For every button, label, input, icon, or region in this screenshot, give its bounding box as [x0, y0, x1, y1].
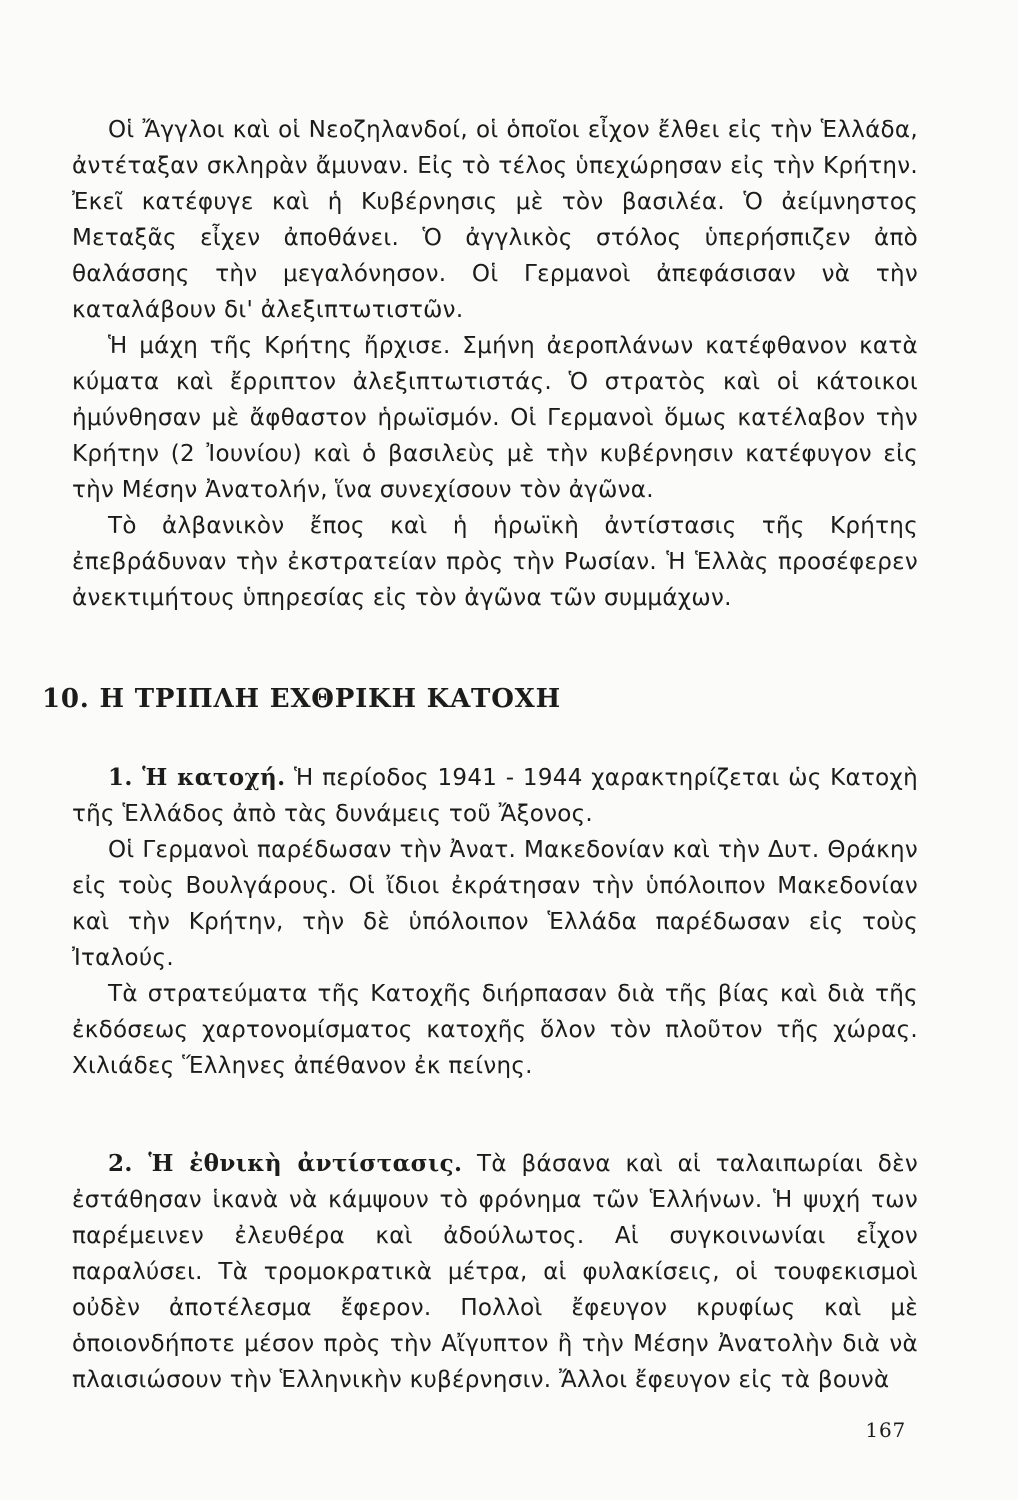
paragraph — [72, 1146, 918, 1398]
paragraph: Τὰ στρατεύματα τῆς Κατοχῆς διήρπασαν διὰ τῆς βίας καὶ διὰ τῆς ἐκδόσεως χαρτονομίσματος κατοχῆς ὅλον τὸν πλοῦτον τῆς χώρας. Χιλιάδες Ἕλληνες ἀπέθανον ἐκ πείνης. — [72, 981, 918, 1079]
page-number: 167 — [865, 1418, 906, 1442]
chapter-heading: 10. Η ΤΡΙΠΛΗ ΕΧΘΡΙΚΗ ΚΑΤΟΧΗ — [42, 684, 561, 714]
section-lead-text: Ἡ περίοδος 1941 - 1944 χαρακτηρίζεται ὡς Κατοχὴ τῆς Ἑλλάδος ἀπὸ τὰς δυνάμεις τοῦ Ἄξονος. — [72, 765, 918, 827]
section-lead-text: Τὰ βάσανα καὶ αἱ ταλαιπωρίαι δὲν ἐστάθησαν ἱκανὰ νὰ κάμψουν τὸ φρόνημα τῶν Ἑλλήνων. Ἡ ψυχή των παρέμεινεν ἐλευθέρα καὶ ἀδούλωτος. Αἱ συγκοινωνίαι εἶχον παραλύσει. Τὰ τρομοκρατικὰ μέτρα, αἱ φυλακίσεις, οἱ τουφεκισμοὶ οὐδὲν ἀποτέλεσμα ἔφερον. Πολλοὶ ἔφευγον κρυφίως καὶ μὲ ὁποιονδήποτε μέσον πρὸς τὴν Αἴγυπτον ἢ τὴν Μέσην Ἀνατολὴν διὰ νὰ πλαισιώσουν τὴν Ἑλληνικὴν κυβέρνησιν. Ἄλλοι ἔφευγον εἰς τὰ βουνὰ — [72, 1151, 918, 1393]
intro-text — [72, 112, 918, 616]
paragraph: Ἡ μάχη τῆς Κρήτης ἤρχισε. Σμήνη ἀεροπλάνων κατέφθανον κατὰ κύματα καὶ ἔρριπτον ἀλεξιπτωτιστάς. Ὁ στρατὸς καὶ οἱ κάτοικοι ἠμύνθησαν μὲ ἄφθαστον ἡρωϊσμόν. Οἱ Γερμανοὶ ὅμως κατέλαβον τὴν Κρήτην (2 Ἰουνίου) καὶ ὁ βασιλεὺς μὲ τὴν κυβέρνησιν κατέφυγον εἰς τὴν Μέσην Ἀνατολήν, ἵνα συνεχίσουν τὸν ἀγῶνα. — [72, 333, 918, 503]
section-subhead: 2. Ἡ ἐθνικὴ ἀντίστασις. — [108, 1150, 463, 1177]
section-subhead: 1. Ἡ κατοχή. — [108, 764, 286, 791]
paragraph — [72, 760, 918, 832]
paragraph: Οἱ Ἄγγλοι καὶ οἱ Νεοζηλανδοί, οἱ ὁποῖοι εἶχον ἔλθει εἰς τὴν Ἑλλάδα, ἀντέταξαν σκληρὰν ἄμυναν. Εἰς τὸ τέλος ὑπεχώρησαν εἰς τὴν Κρήτην. Ἐκεῖ κατέφυγε καὶ ἡ Κυβέρνησις μὲ τὸν βασιλέα. Ὁ ἀείμνηστος Μεταξᾶς εἶχεν ἀποθάνει. Ὁ ἀγγλικὸς στόλος ὑπερήσπιζεν ἀπὸ θαλάσσης τὴν μεγαλόνησον. Οἱ Γερμανοὶ ἀπεφάσισαν νὰ τὴν καταλάβουν δι' ἀλεξιπτωτιστῶν. — [72, 117, 918, 323]
paragraph: Οἱ Γερμανοὶ παρέδωσαν τὴν Ἀνατ. Μακεδονίαν καὶ τὴν Δυτ. Θράκην εἰς τοὺς Βουλγάρους. Οἱ ἴδιοι ἐκράτησαν τὴν ὑπόλοιπον Μακεδονίαν καὶ τὴν Κρήτην, τὴν δὲ ὑπόλοιπον Ἑλλάδα παρέδωσαν εἰς τοὺς Ἰταλούς. — [72, 837, 918, 971]
section-resistance — [72, 1146, 918, 1398]
section-occupation — [72, 760, 918, 1084]
paragraph: Τὸ ἀλβανικὸν ἔπος καὶ ἡ ἡρωϊκὴ ἀντίστασις τῆς Κρήτης ἐπεβράδυναν τὴν ἐκστρατείαν πρὸς τὴν Ρωσίαν. Ἡ Ἑλλὰς προσέφερεν ἀνεκτιμήτους ὑπηρεσίας εἰς τὸν ἀγῶνα τῶν συμμάχων. — [72, 513, 918, 611]
